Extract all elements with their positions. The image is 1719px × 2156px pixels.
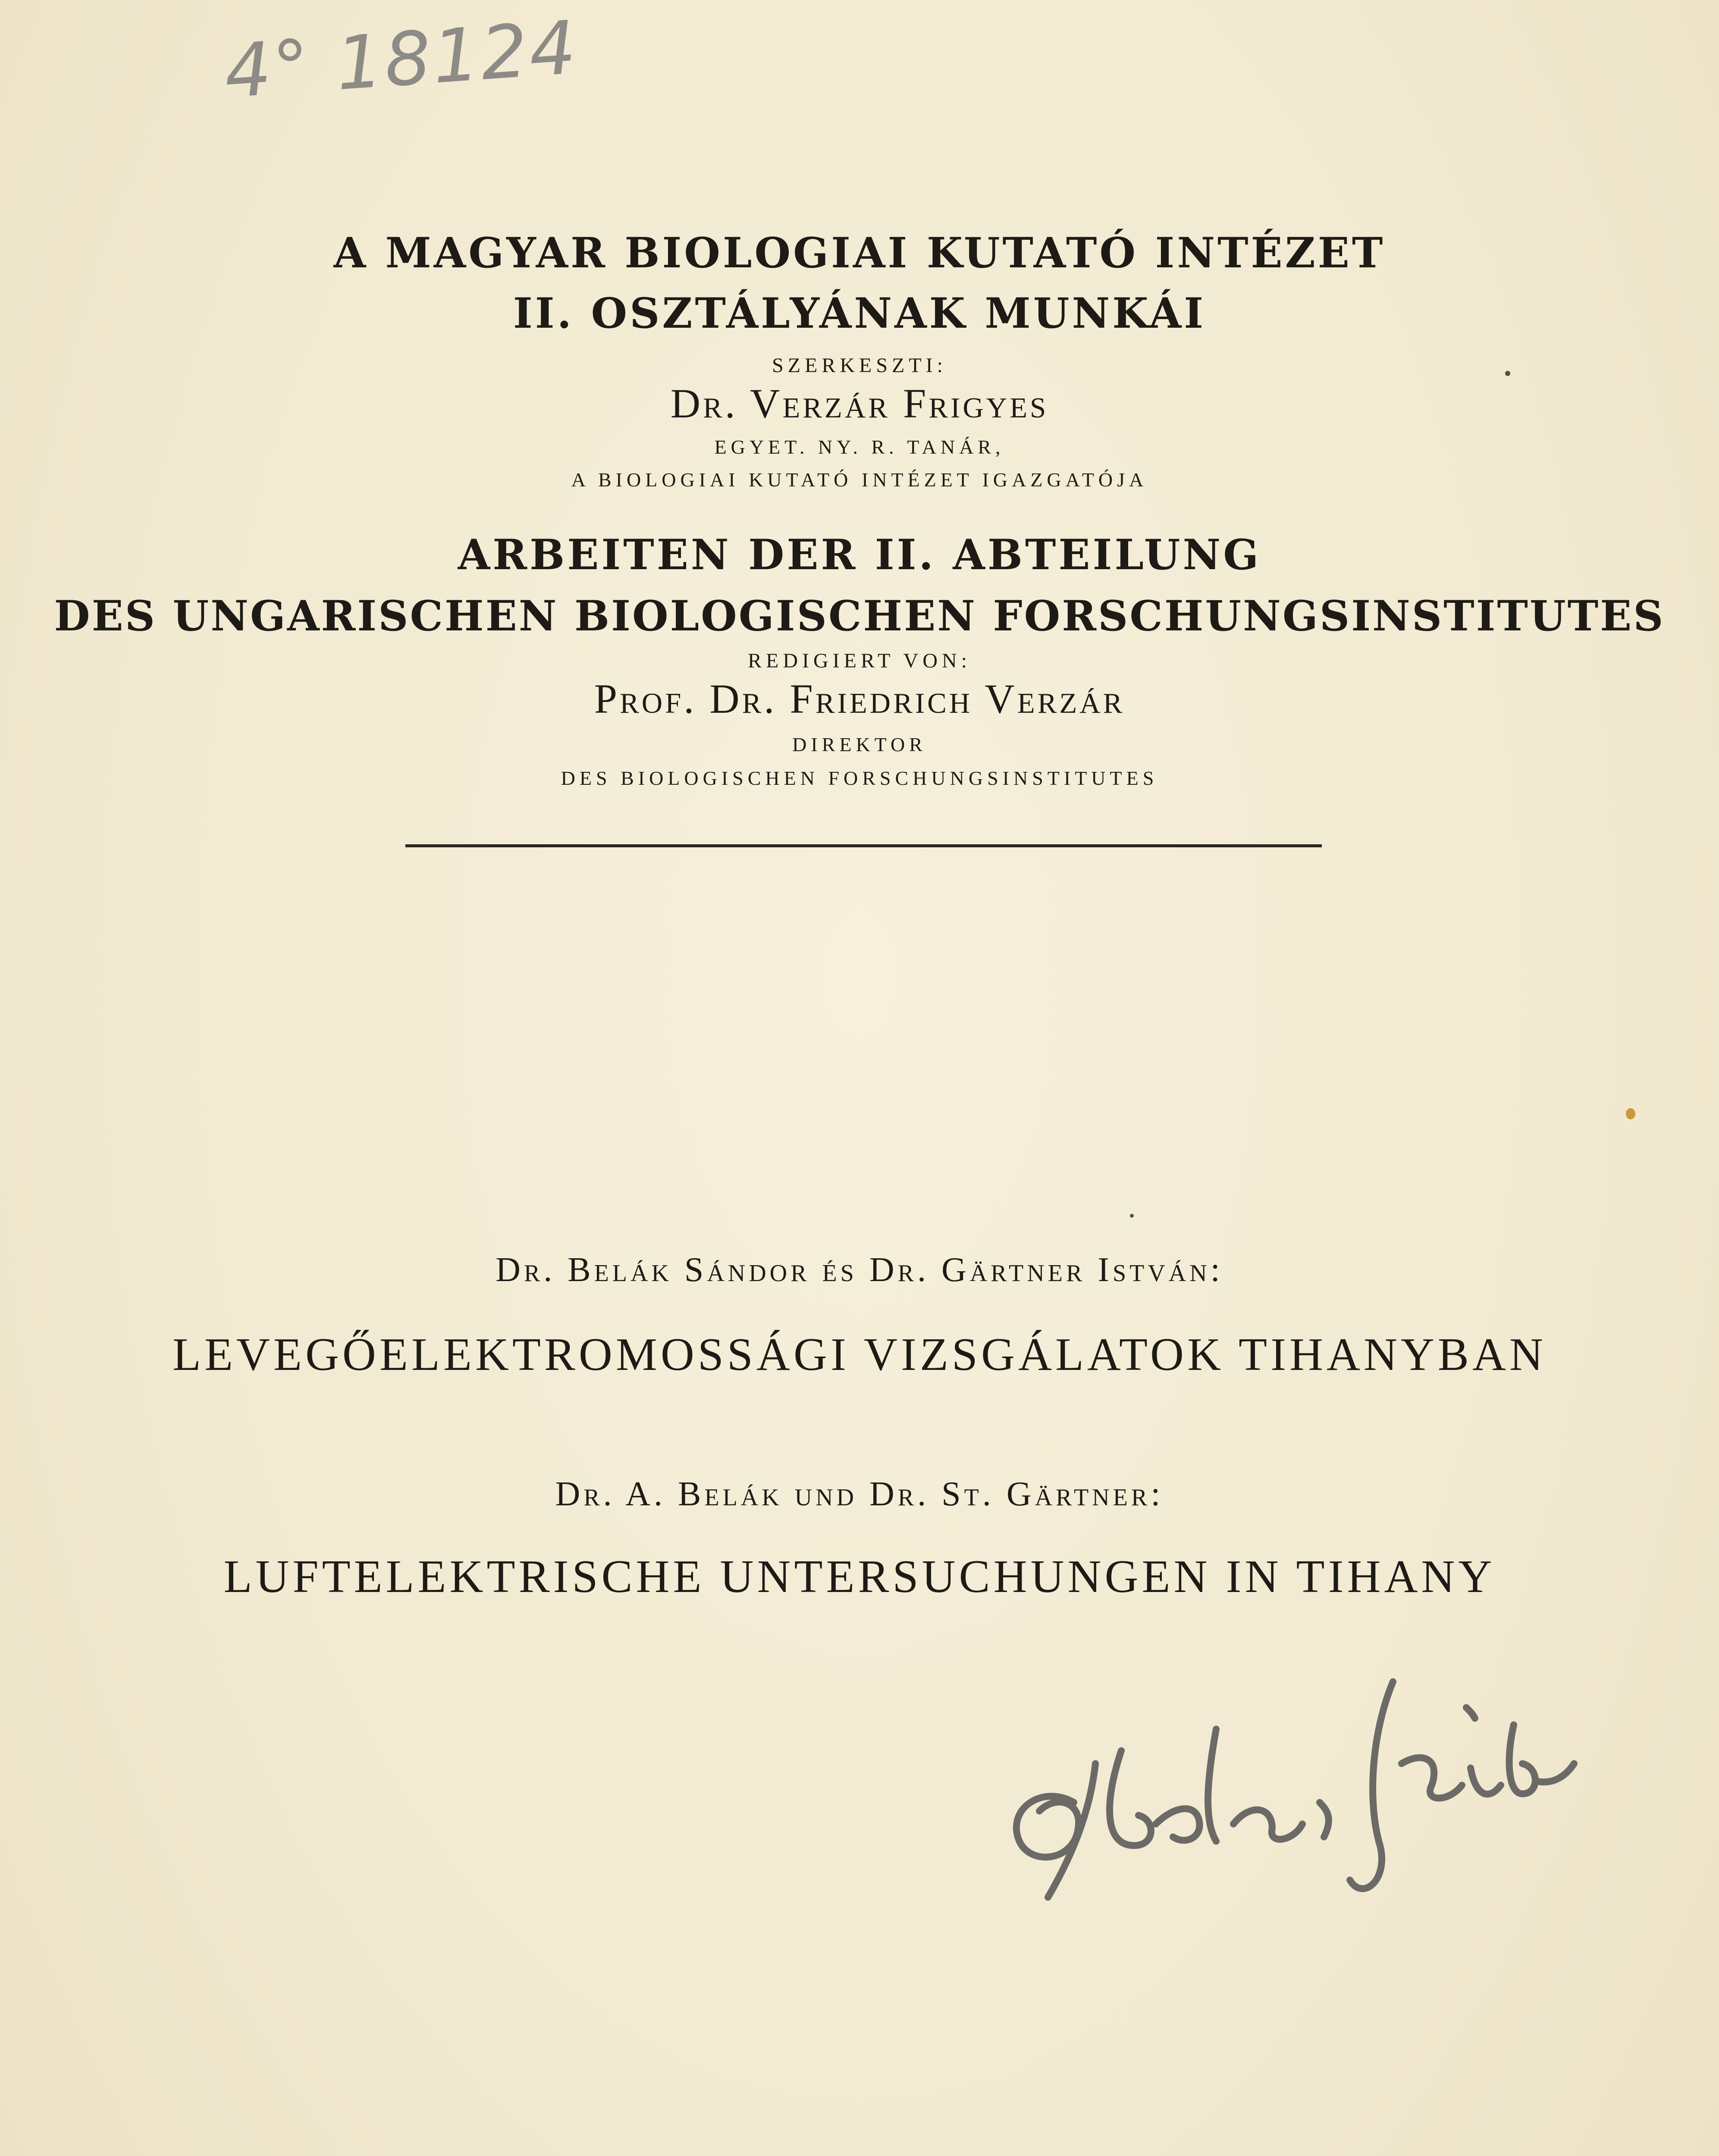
editor-label-de: REDIGIERT VON:: [748, 649, 971, 672]
series-title-hu-line1: A MAGYAR BIOLOGIAI KUTATÓ INTÉZET: [333, 229, 1386, 277]
series-title-de-line2: DES UNGARISCHEN BIOLOGISCHEN FORSCHUNGSINSTITUTES: [54, 592, 1665, 640]
series-title-hu-line2: II. OSZTÁLYÁNAK MUNKÁI: [513, 289, 1206, 338]
article-title-hu: LEVEGŐELEKTROMOSSÁGI VIZSGÁLATOK TIHANYBAN: [173, 1329, 1546, 1380]
article-authors-de: Dr. A. Belák und Dr. St. Gärtner:: [555, 1475, 1164, 1513]
paper-speck: [1626, 1108, 1635, 1119]
editor-name-de: Prof. Dr. Friedrich Verzár: [594, 676, 1125, 722]
series-title-de-line1: ARBEITEN DER II. ABTEILUNG: [458, 530, 1261, 579]
article-title-de: LUFTELEKTRISCHE UNTERSUCHUNGEN IN TIHANY: [223, 1551, 1496, 1602]
paper-speck: [1505, 371, 1510, 376]
editor-name-hu: Dr. Verzár Frigyes: [670, 380, 1049, 426]
paper-speck: [1130, 1214, 1134, 1218]
header-divider: [405, 844, 1322, 847]
author-signature: [992, 1621, 1660, 1923]
editor-role-hu-line2: A BIOLOGIAI KUTATÓ INTÉZET IGAZGATÓJA: [571, 469, 1148, 491]
editor-role-hu-line1: EGYET. NY. R. TANÁR,: [714, 436, 1005, 458]
article-authors-hu: Dr. Belák Sándor és Dr. Gärtner István:: [496, 1251, 1223, 1289]
editor-role-de-line1: DIREKTOR: [792, 733, 927, 755]
editor-label-hu: SZERKESZTI:: [772, 354, 947, 377]
editor-role-de-line2: DES BIOLOGISCHEN FORSCHUNGSINSTITUTES: [561, 767, 1158, 789]
handwritten-shelfmark: 4° 18124: [222, 5, 580, 115]
